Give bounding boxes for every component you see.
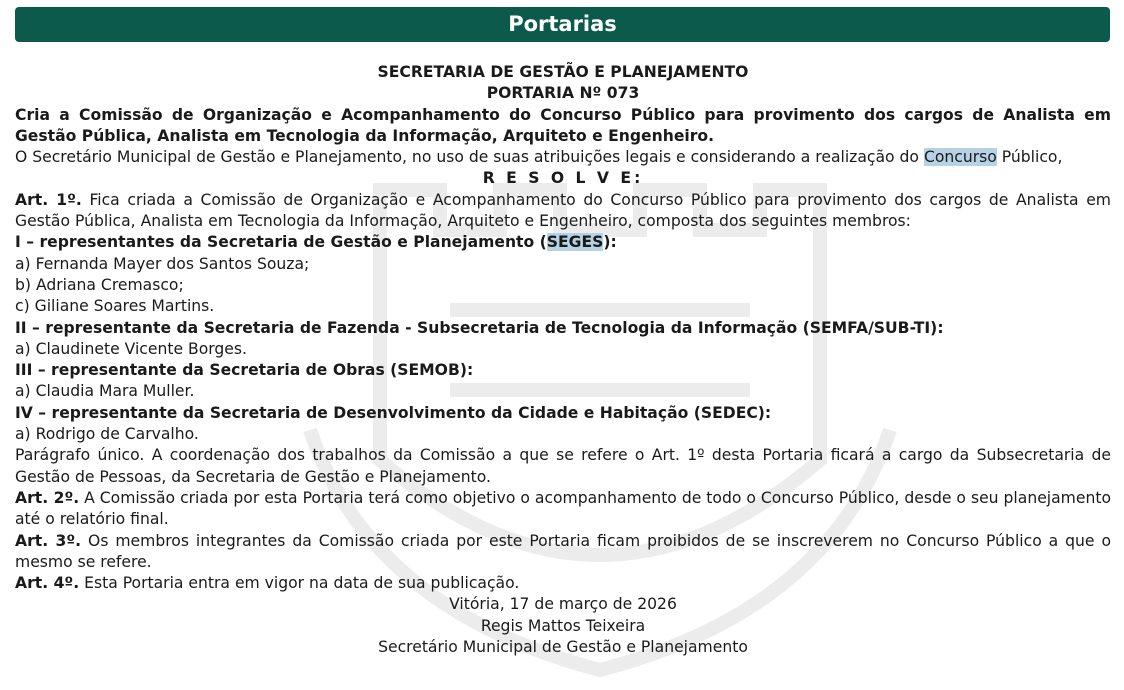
resolve-heading: R E S O L V E:	[482, 169, 644, 188]
portaria-number: PORTARIA Nº 073	[486, 84, 640, 103]
preamble-text-end: Público,	[996, 148, 1063, 167]
signer-name: Regis Mattos Teixeira	[480, 616, 646, 635]
preamble	[15, 147, 1111, 168]
art-3-text: Os membros integrantes da Comissão criada por este Portaria ficam proibidos de se inscreverem no Concurso Público a que o mesmo se refere.	[15, 531, 1111, 571]
art-3-label: Art. 3º.	[15, 531, 82, 550]
member-item: a) Claudia Mara Muller.	[15, 382, 195, 401]
section-3-heading: III – representante da Secretaria de Obras (SEMOB):	[15, 361, 474, 380]
highlighted-text: Concurso	[923, 148, 997, 167]
art-4-text: Esta Portaria entra em vigor na data de sua publicação.	[79, 574, 520, 593]
art-2-text: A Comissão criada por esta Portaria terá como objetivo o acompanhamento de todo o Concurso Público, desde o seu planejamento até o relatório final.	[15, 488, 1112, 529]
highlighted-seges: SEGES	[546, 233, 604, 252]
portaria-document	[15, 62, 1111, 658]
section-1-heading	[15, 232, 1111, 253]
date-line: Vitória, 17 de março de 2026	[449, 595, 677, 614]
art-1-label: Art. 1º.	[15, 190, 82, 209]
art-4	[15, 573, 1111, 594]
art-2-label: Art. 2º.	[15, 488, 80, 507]
art-4-label: Art. 4º.	[15, 574, 80, 593]
section-2-heading: II – representante da Secretaria de Fazenda - Subsecretaria de Tecnologia da Informação (SEMFA/SUB-TI):	[15, 318, 944, 337]
section-1-end: ):	[603, 233, 617, 252]
member-item: a) Rodrigo de Carvalho.	[15, 425, 199, 444]
art-2	[15, 488, 1111, 531]
paragrafo-unico: Parágrafo único. A coordenação dos trabalhos da Comissão a que se refere o Art. 1º desta Portaria ficará a cargo da Subsecretaria de Gestão de Pessoas, da Secretaria de Gestão e Planejamento.	[15, 446, 1111, 486]
section-1-text: I – representantes da Secretaria de Gestão e Planejamento (	[15, 233, 547, 252]
art-3	[15, 531, 1111, 574]
preamble-text: O Secretário Municipal de Gestão e Planejamento, no uso de suas atribuições legais e considerando a realização do	[15, 148, 924, 167]
member-item: a) Claudinete Vicente Borges.	[15, 339, 247, 358]
section-4-heading: IV – representante da Secretaria de Desenvolvimento da Cidade e Habitação (SEDEC):	[15, 403, 772, 422]
art-1-text: Fica criada a Comissão de Organização e Acompanhamento do Concurso Público para provimento dos cargos de Analista em Gestão Pública, Analista em Tecnologia da Informação, Arquiteto e Engenheiro, composta dos seguintes membros:	[15, 190, 1111, 231]
signer-title: Secretário Municipal de Gestão e Planejamento	[378, 638, 748, 657]
member-item: a) Fernanda Mayer dos Santos Souza;	[15, 254, 310, 273]
art-1	[15, 190, 1111, 233]
org-heading: SECRETARIA DE GESTÃO E PLANEJAMENTO	[377, 63, 749, 81]
portarias-banner: Portarias	[15, 7, 1110, 42]
ementa: Cria a Comissão de Organização e Acompanhamento do Concurso Público para provimento dos cargos de Analista em Gestão Pública, Analista em Tecnologia da Informação, Arquiteto e Engenheiro.	[15, 105, 1111, 145]
member-item: c) Giliane Soares Martins.	[15, 297, 215, 316]
member-item: b) Adriana Cremasco;	[15, 275, 184, 294]
